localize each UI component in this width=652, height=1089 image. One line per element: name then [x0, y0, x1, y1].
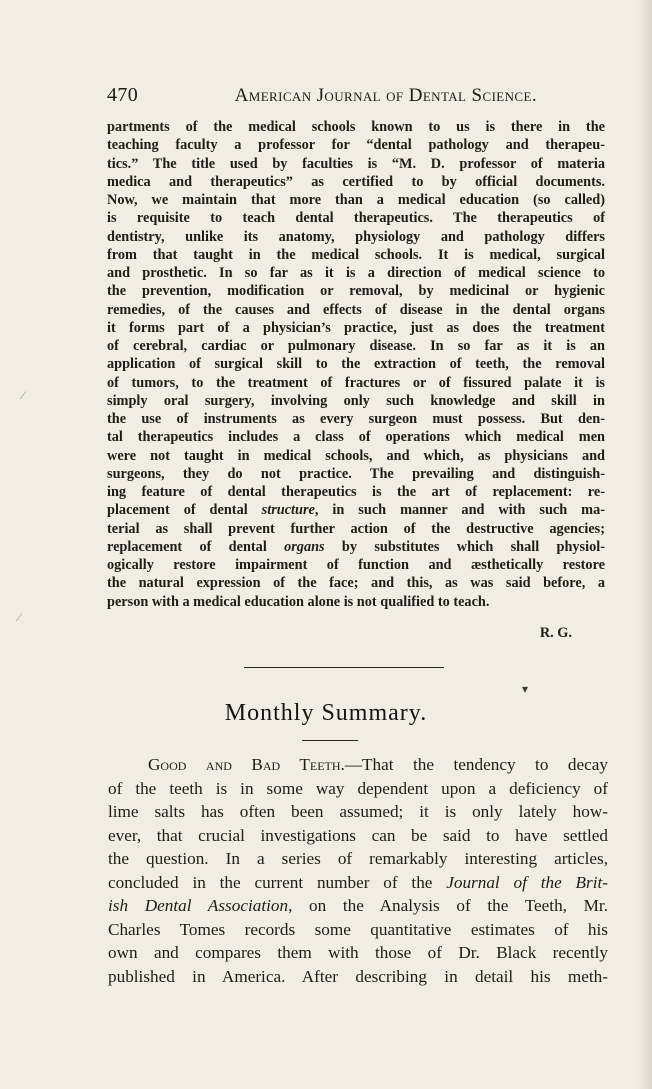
text-line: published in America. After describing in detail his meth- [108, 966, 608, 986]
text-line: dentistry, unlike its anatomy, physiology and pathology differs [107, 228, 605, 245]
text-line-mixed [107, 501, 605, 519]
text-line: Charles Tomes records some quantitative estimates of his [108, 919, 608, 939]
title-underline [302, 740, 358, 741]
text-line: medica and therapeutics” as certified to by official documents. [107, 173, 605, 190]
text-line: the question. In a series of remarkably interesting articles, [108, 849, 608, 868]
journal-title: Journal of the Brit- [446, 872, 608, 892]
text-run: by substitutes which shall physiol- [324, 538, 605, 555]
running-title: American Journal of Dental Science. [234, 85, 537, 106]
text-line: person with a medical education alone is not qualified to teach. [107, 593, 490, 610]
text-line-mixed [108, 894, 608, 918]
text-line: remedies, of the causes and effects of disease in the dental organs [107, 301, 605, 318]
text-run: replacement of dental [107, 538, 285, 555]
text-line: simply oral surgery, involving only such knowledge and skill in [107, 392, 605, 409]
article-heading: Good and Bad Teeth. [148, 755, 345, 774]
emphasis-organs: organs [284, 538, 325, 555]
text-line: of tumors, to the treatment of fractures or of fissured palate it is [107, 374, 605, 391]
text-line: of cerebral, cardiac or pulmonary disease. In so far as it is an [107, 338, 605, 354]
text-line: were not taught in medical schools, and which, as physicians and [107, 447, 605, 464]
text-line: lime salts has often been assumed; it is only lately how- [108, 802, 608, 821]
text-line: tics.” The title used by faculties is “M. D. professor of materia [107, 155, 605, 172]
text-line: ogically restore impairment of function and æsthetically restore [107, 557, 605, 573]
text-line: terial as shall prevent further action of the destructive agencies; [107, 520, 605, 537]
page-number: 470 [107, 84, 139, 106]
text-line: from that taught in the medical schools. It is medical, surgical [107, 246, 605, 263]
text-line: ing feature of dental therapeutics is the art of replacement: re- [107, 484, 605, 500]
text-line-mixed [108, 753, 608, 777]
summary-text [108, 753, 608, 988]
text-line: Now, we maintain that more than a medical education (so called) [107, 192, 605, 208]
running-header [107, 84, 537, 107]
section-title: Monthly Summary. [224, 700, 428, 726]
emphasis-structure: structure [261, 502, 315, 519]
text-line: surgeons, they do not practice. The prevailing and distinguish- [107, 465, 605, 482]
editorial-text [107, 118, 605, 611]
journal-title-cont: ish Dental Association [108, 896, 289, 915]
text-line: the natural expression of the face; and this, as was said before, a [107, 575, 605, 592]
text-line-mixed [107, 538, 605, 556]
text-run: —That the tendency to decay [344, 755, 608, 774]
text-run: concluded in the current number of the [108, 872, 447, 892]
text-line: teaching faculty a professor for “dental pathology and therapeu- [107, 137, 605, 154]
text-line: tal therapeutics includes a class of operations which medical men [107, 429, 605, 446]
text-line: it forms part of a physician’s practice, just as does the treatment [107, 319, 605, 336]
margin-mark: ⁄ [22, 388, 25, 402]
text-line-mixed [108, 871, 608, 895]
text-line: application of surgical skill to the extraction of teeth, the removal [107, 356, 605, 373]
text-run: , in such manner and with such ma- [314, 502, 605, 519]
text-line: and prosthetic. In so far as it is a direction of medical science to [107, 265, 605, 281]
text-line: own and compares them with those of Dr. Black recently [108, 943, 608, 962]
editorial-signature: R. G. [539, 625, 572, 641]
text-line: the use of instruments as every surgeon must possess. But den- [107, 411, 605, 427]
text-line: is requisite to teach dental therapeutics. The therapeutics of [107, 210, 605, 227]
text-line: ever, that crucial investigations can be said to have settled [108, 825, 608, 845]
page-spine-shadow [638, 0, 652, 1089]
text-line: partments of the medical schools known to us is there in the [107, 119, 605, 135]
text-run: placement of dental [107, 502, 262, 519]
text-line: the prevention, modification or removal, by medicinal or hygienic [107, 283, 605, 300]
margin-mark: ⁄ [18, 610, 21, 624]
ink-speck: ▾ [522, 682, 529, 696]
text-run: , on the Analysis of the Teeth, Mr. [288, 896, 608, 915]
section-divider [244, 667, 444, 668]
text-line: of the teeth is in some way dependent upon a deficiency of [108, 778, 608, 798]
